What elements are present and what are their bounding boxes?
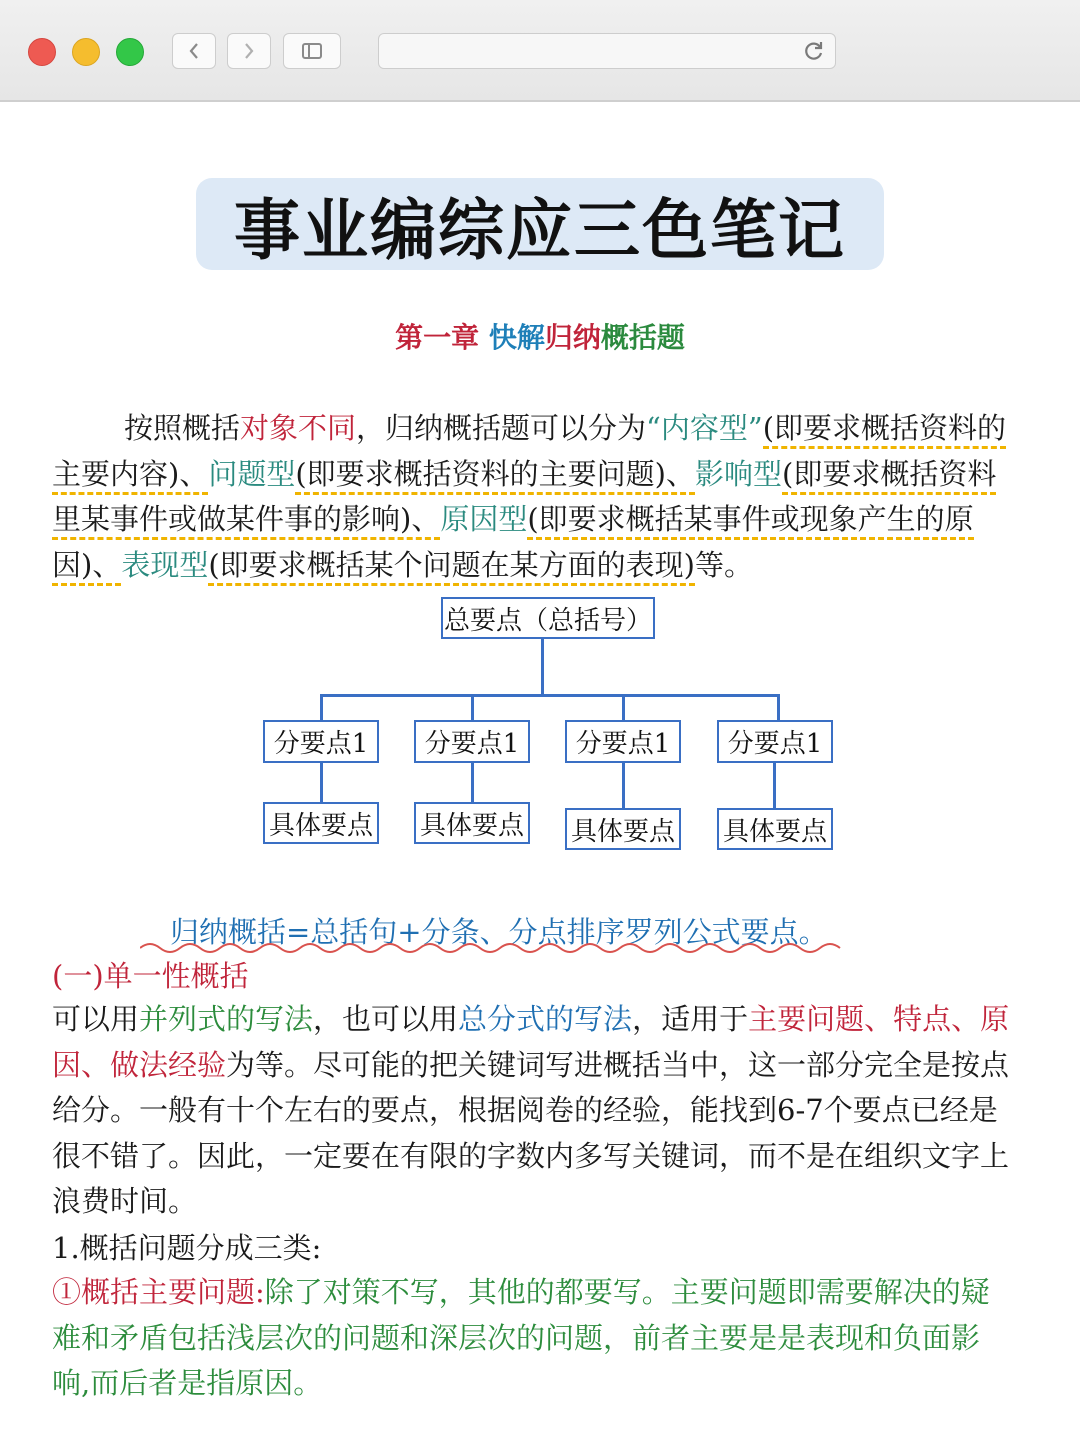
text-run: 可以用 (52, 1002, 140, 1036)
branch-node: 分要点1 (565, 720, 681, 763)
browser-toolbar (0, 0, 1080, 102)
minimize-window-button[interactable] (72, 38, 100, 66)
highlight-blue: 总分式的写法 (458, 1002, 633, 1036)
highlight-red: 主要问题、特点、原因、做法经验 (52, 1002, 1010, 1082)
chapter-number: 第一章 (395, 321, 480, 354)
page-title: 事业编综应三色笔记 (234, 191, 846, 269)
detail-node: 具体要点 (263, 802, 379, 844)
type-problem: 问题型 (208, 456, 296, 491)
detail-node: 具体要点 (565, 808, 681, 850)
connector-line (622, 763, 625, 809)
type-cause: 原因型 (440, 502, 528, 536)
text-run: ，归纳概括题可以分为 (356, 411, 647, 445)
item-body: 除了对策不写，其他的都要写。主要问题即需要解决的疑难和矛盾包括浅层次的问题和深层次的问题，前者主要是是表现和负面影响,而后者是指原因。 (52, 1275, 990, 1400)
text-run: 等。 (694, 547, 753, 582)
section-paragraph (52, 997, 1017, 1225)
connector-line (541, 639, 544, 697)
list-item (52, 1270, 1017, 1407)
type-impact: 影响型 (694, 456, 782, 491)
highlight-red: 对象不同 (240, 411, 357, 445)
connector-line (471, 763, 474, 803)
connector-line (471, 694, 474, 722)
type-content: “内容型” (646, 411, 763, 445)
chapter-title-part: 快解 (488, 321, 545, 354)
connector-line (777, 694, 780, 722)
underlined-text: (即要求概括某事件或现象产生的原因)、 (52, 502, 974, 586)
connector-line (622, 694, 625, 722)
back-button[interactable] (172, 33, 216, 69)
sidebar-toggle-button[interactable] (283, 33, 341, 69)
item-label: ①概括主要问题: (52, 1275, 265, 1309)
underlined-text: (即要求概括某个问题在某方面的表现) (208, 548, 695, 586)
highlight-green: 并列式的写法 (139, 1002, 314, 1036)
maximize-window-button[interactable] (116, 38, 144, 66)
text-run: 为等。尽可能的把关键词写进概括当中，这一部分完全是按点给分。一般有十个左右的要点，根据阅卷的经验，能找到6-7个要点已经是很不错了。因此，一定要在有限的字数内多写关键词，而不是在组织文字上浪费时间。 (52, 1047, 1010, 1218)
type-manifestation: 表现型 (121, 547, 209, 582)
chevron-left-icon (187, 41, 201, 61)
detail-node: 具体要点 (414, 802, 530, 844)
connector-line (320, 694, 323, 722)
branch-node: 分要点1 (414, 720, 530, 763)
detail-node: 具体要点 (717, 808, 833, 850)
address-bar[interactable] (378, 33, 836, 69)
close-window-button[interactable] (28, 38, 56, 66)
title-banner (196, 178, 884, 270)
root-node: 总要点（总括号） (441, 597, 655, 639)
branch-node: 分要点1 (717, 720, 833, 763)
list-heading: 1.概括问题分成三类: (52, 1231, 322, 1265)
underlined-text: (即要求概括资料的主要问题)、 (295, 457, 695, 495)
chapter-heading (0, 316, 1080, 356)
text-run: ，适用于 (632, 1002, 749, 1036)
section-heading: (一)单一性概括 (52, 959, 249, 993)
connector-line (320, 694, 780, 697)
chevron-right-icon (242, 41, 256, 61)
connector-line (320, 763, 323, 803)
text-run: ，也可以用 (313, 1002, 459, 1036)
text-run: 按照概括 (124, 411, 241, 445)
forward-button[interactable] (227, 33, 271, 69)
wavy-underline (140, 940, 850, 954)
chapter-title-part: 概括题 (600, 321, 685, 354)
connector-line (773, 763, 776, 809)
intro-paragraph (52, 406, 1012, 588)
chapter-title-part: 归纳 (544, 321, 601, 354)
reload-icon[interactable] (803, 40, 825, 62)
underlined-text: (即要求概括资料的主要内容)、 (52, 411, 1006, 495)
underlined-text: (即要求概括资料里某事件或做某件事的影响)、 (52, 457, 996, 541)
branch-node: 分要点1 (263, 720, 379, 763)
sidebar-icon (301, 42, 323, 60)
formula-line: 归纳概括=总括句+分条、分点排序罗列公式要点。 (170, 915, 828, 949)
